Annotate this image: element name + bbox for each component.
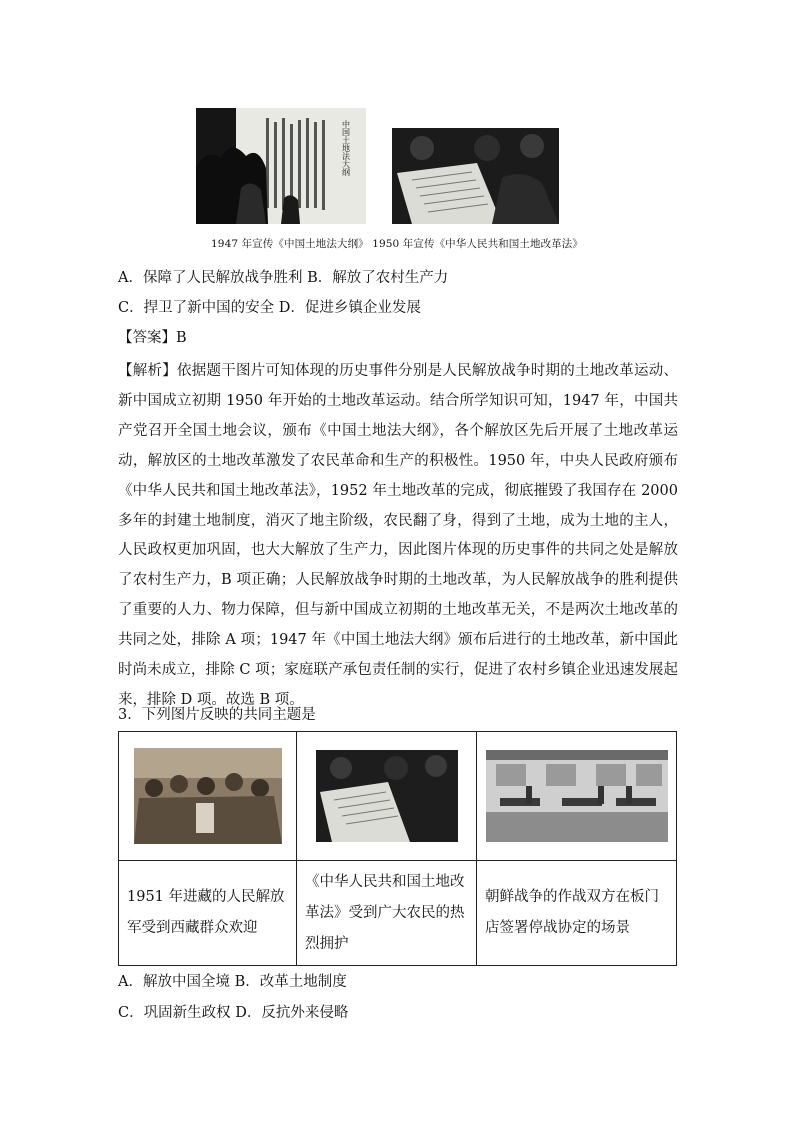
photo-pla-tibet-welcome (134, 748, 282, 844)
q2-options-cd: C．捍卫了新中国的安全 D．促进乡镇企业发展 (118, 300, 421, 316)
q3-stem: 3．下列图片反映的共同主题是 (118, 707, 316, 723)
photo-farmers-land-reform-law (316, 750, 458, 842)
table-image-cell-3 (477, 732, 677, 861)
q3-options-ab: A．解放中国全境 B．改革土地制度 (118, 974, 347, 990)
table-image-cell-1 (119, 732, 297, 861)
photo-1-title: 中国土地法大纲 (341, 120, 351, 176)
table-image-cell-2 (297, 732, 477, 861)
table-caption-cell-3: 朝鲜战争的作战双方在板门店签署停战协定的场景 (477, 861, 677, 966)
figure-caption: 1947 年宣传《中国土地法大纲》 1950 年宣传《中华人民共和国土地改革法》 (211, 238, 583, 250)
photo-1950-land-reform-law-propaganda (392, 128, 559, 224)
analysis-paragraph: 【解析】依据题干图片可知体现的历史事件分别是人民解放战争时期的土地改革运动、新中国成立初期 1950 年开始的土地改革运动。结合所学知识可知，1947 年，中国共产党召开全国土地会议，颁布《中国土地法大纲》，各个解放区先后开展了土地改革运动，解放区的土地改革激发了农民革命和生产的积极性。1950 年，中央人民政府颁布《中华人民共和国土地改革法》，1952 年土地改革的完成，彻底摧毁了我国存在 2000 多年的封建土地制度，消灭了地主阶级，农民翻了身，得到了土地，成为土地的主人，人民政权更加巩固，也大大解放了生产力，因此图片体现的历史事件的共同之处是解放了农村生产力，B 项正确；人民解放战争时期的土地改革，为人民解放战争的胜利提供了重要的人力、物力保障，但与新中国成立初期的土地改革无关，不是两次土地改革的共同之处，排除 A 项；1947 年《中国土地法大纲》颁布后进行的土地改革，新中国此时尚未成立，排除 C 项；家庭联产承包责任制的实行，促进了农村乡镇企业迅速发展起来，排除 D 项。故选 B 项。 (118, 363, 678, 708)
answer-label: 【答案】B (118, 330, 187, 346)
q2-options-ab: A．保障了人民解放战争胜利 B．解放了农村生产力 (118, 270, 449, 286)
q3-image-table (118, 731, 677, 966)
table-caption-cell-1: 1951 年进藏的人民解放军受到西藏群众欢迎 (119, 861, 297, 966)
q3-options-cd: C．巩固新生政权 D．反抗外来侵略 (118, 1005, 349, 1021)
photo-1947-land-law-propaganda (196, 108, 366, 224)
photo-panmunjom-armistice (486, 750, 668, 842)
table-caption-cell-2: 《中华人民共和国土地改革法》受到广大农民的热烈拥护 (297, 861, 477, 966)
